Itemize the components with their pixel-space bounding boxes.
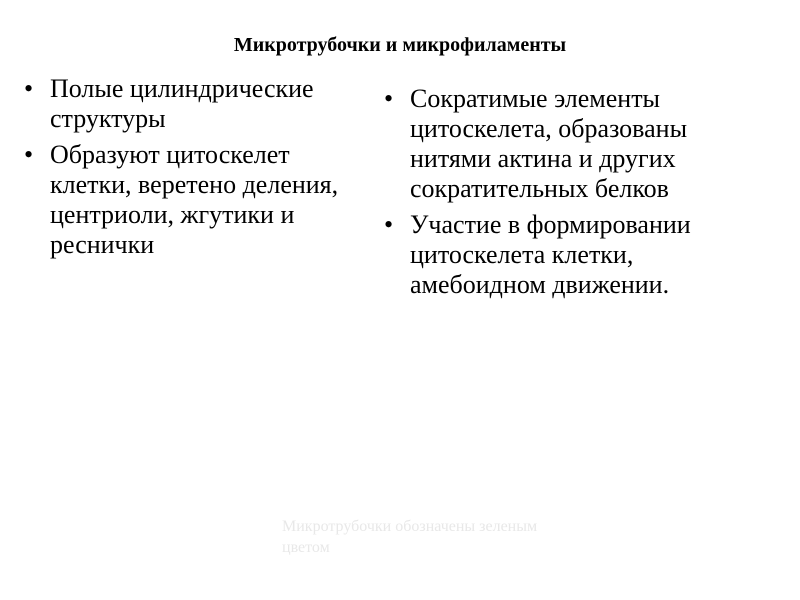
bullet-text: Участие в формировании цитоскелета клетки, амебоидном движении. xyxy=(410,210,691,299)
right-bullet-list xyxy=(382,84,762,306)
bullet-text: Образуют цитоскелет клетки, веретено деления, центриоли, жгутики и реснички xyxy=(50,140,339,259)
left-bullet-item xyxy=(22,140,352,260)
bullet-icon: • xyxy=(24,140,34,169)
bullet-text: Полые цилиндрические структуры xyxy=(50,74,314,133)
slide-title: Микротрубочки и микрофиламенты xyxy=(233,34,567,56)
bullet-icon: • xyxy=(24,74,34,103)
right-bullet-item xyxy=(382,210,762,300)
image-caption: Микротрубочки обозначены зеленым цветом xyxy=(282,518,538,556)
bullet-icon: • xyxy=(384,210,394,239)
left-bullet-list xyxy=(22,74,352,266)
bullet-icon: • xyxy=(384,84,394,113)
bullet-text: Сократимые элементы цитоскелета, образованы нитями актина и других сократительных белков xyxy=(410,84,688,203)
right-bullet-item xyxy=(382,84,762,204)
left-bullet-item xyxy=(22,74,352,134)
